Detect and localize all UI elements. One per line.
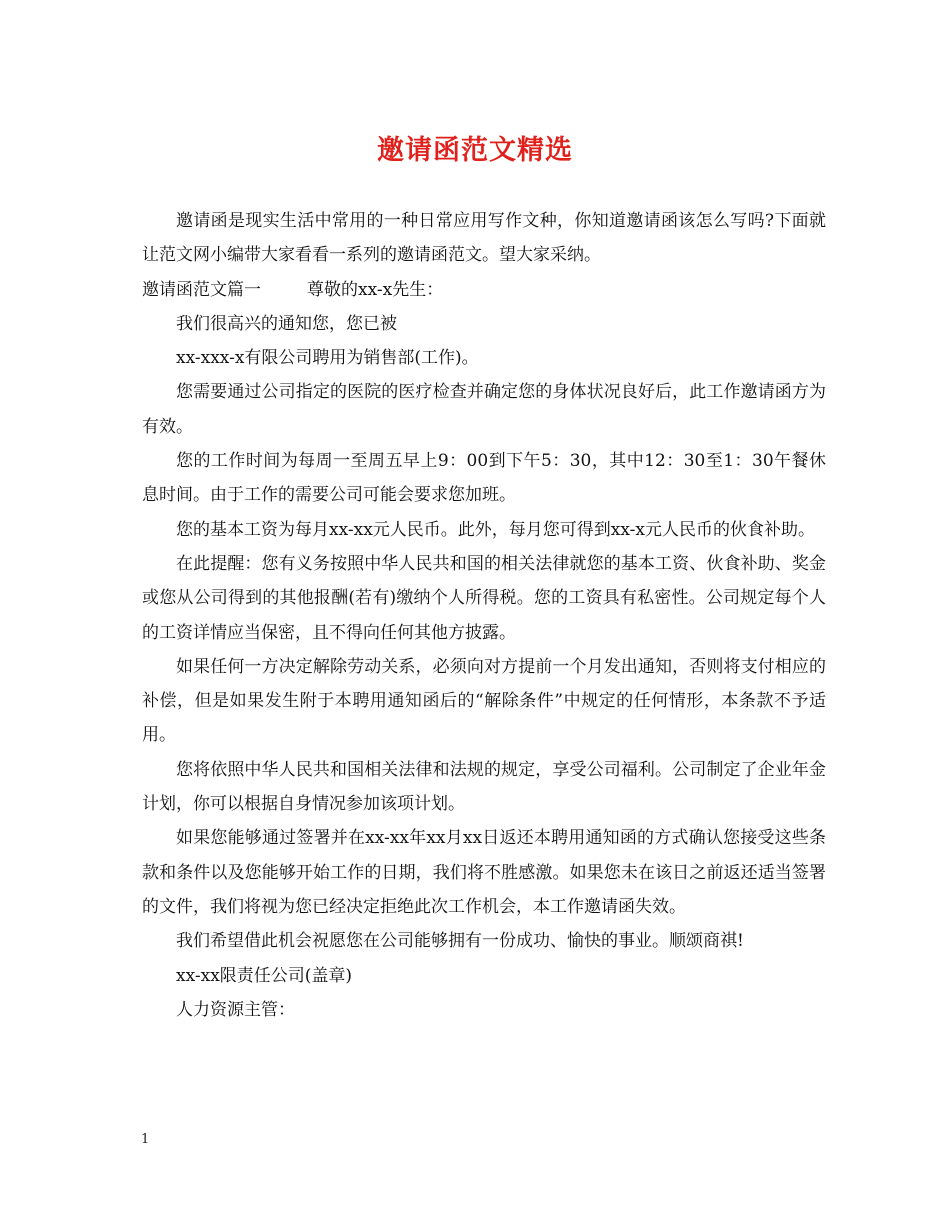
salutation: 尊敬的xx-x先生： <box>307 279 444 300</box>
body-paragraph: 您需要通过公司指定的医院的医疗检查并确定您的身体状况良好后，此工作邀请函方为有效。 <box>142 382 826 437</box>
closing-paragraph: 我们希望借此机会祝愿您在公司能够拥有一份成功、愉快的事业。顺颂商祺! <box>176 931 744 952</box>
body-paragraph: 如果任何一方决定解除劳动关系，必须向对方提前一个月发出通知，否则将支付相应的补偿，但是如果发生附于本聘用通知函后的“解除条件”中规定的任何情形，本条款不予适用。 <box>142 656 826 746</box>
body-paragraph: 在此提醒：您有义务按照中华人民共和国的相关法律就您的基本工资、伙食补助、奖金或您从公司得到的其他报酬(若有)缴纳个人所得税。您的工资具有私密性。公司规定每个人的工资详情应当保密，且不得向任何其他方披露。 <box>142 553 826 643</box>
intro-paragraph: 邀请函是现实生活中常用的一种日常应用写作文种，你知道邀请函该怎么写吗?下面就让范文网小编带大家看看一系列的邀请函范文。望大家采纳。 <box>142 211 826 266</box>
body-paragraph: 我们很高兴的通知您，您已被 <box>176 313 397 334</box>
section-heading-line <box>142 273 826 307</box>
body-paragraph: 您的工作时间为每周一至周五早上9：00到下午5：30，其中12：30至1：30午餐休息时间。由于工作的需要公司可能会要求您加班。 <box>142 451 826 506</box>
company-signature: xx-xx限责任公司(盖章) <box>176 965 353 986</box>
body-paragraph: xx-xxx-x有限公司聘用为销售部(工作)。 <box>176 348 479 369</box>
body-paragraph: 您的基本工资为每月xx-xx元人民币。此外，每月您可得到xx-x元人民币的伙食补助。 <box>176 519 816 540</box>
document-title: 邀请函范文精选 <box>377 135 573 166</box>
body-paragraph: 如果您能够通过签署并在xx-xx年xx月xx日返还本聘用通知函的方式确认您接受这些条款和条件以及您能够开始工作的日期，我们将不胜感激。如果您未在该日之前返还适当签署的文件，我们将视为您已经决定拒绝此次工作机会，本工作邀请函失效。 <box>142 828 826 917</box>
document-body <box>142 204 826 1027</box>
hr-signature: 人力资源主管： <box>176 999 295 1020</box>
body-paragraph: 您将依照中华人民共和国相关法律和法规的规定，享受公司福利。公司制定了企业年金计划，你可以根据自身情况参加该项计划。 <box>142 759 826 815</box>
page-number: 1 <box>141 1132 150 1147</box>
section-label: 邀请函范文篇一 <box>142 279 261 300</box>
